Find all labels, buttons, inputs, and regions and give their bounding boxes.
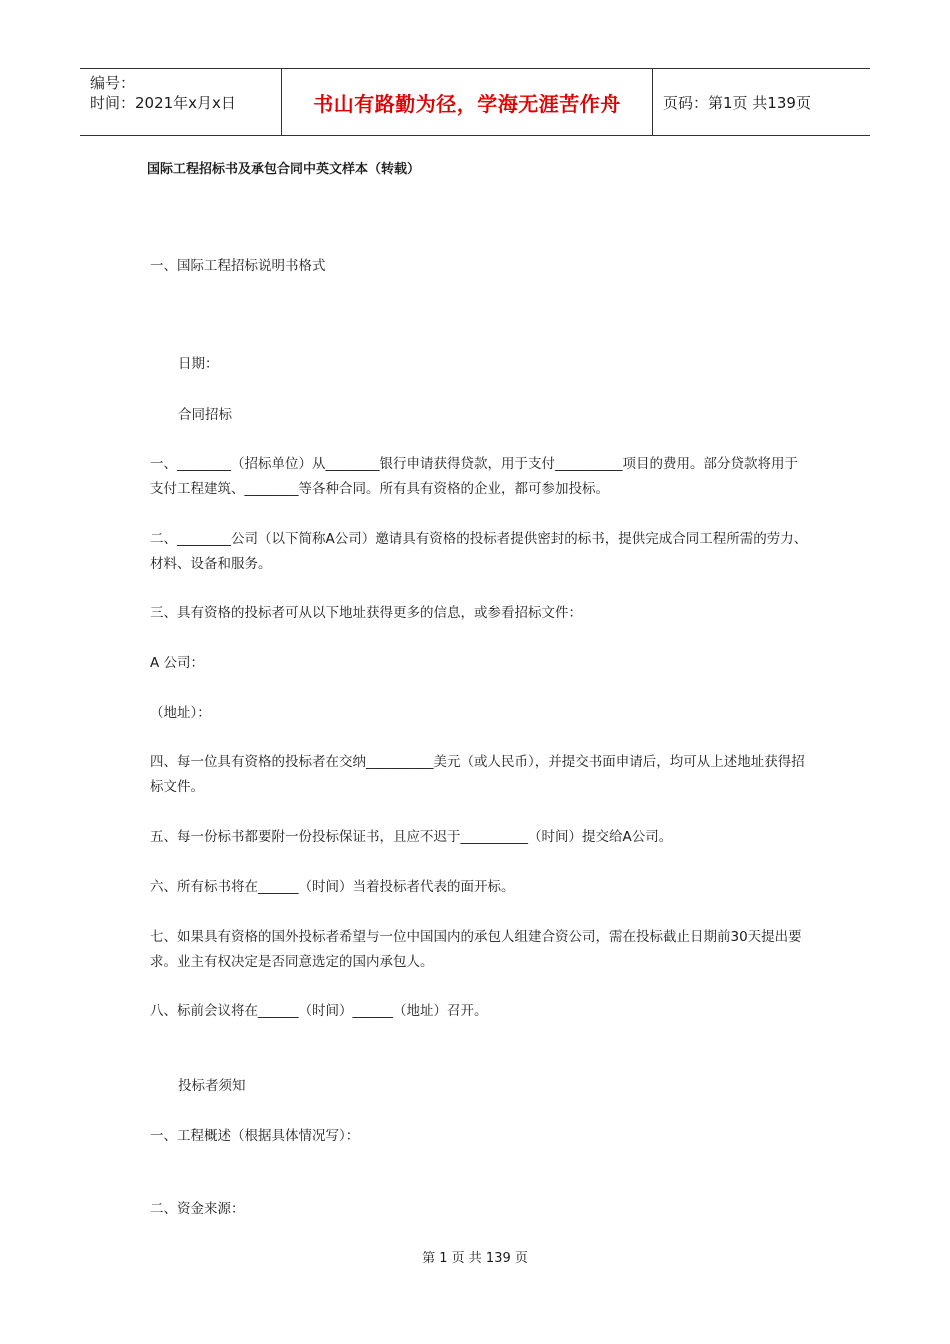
header-page-code: 页码：第1页 共139页	[663, 93, 811, 112]
page-header	[80, 68, 870, 136]
company-a-label: A 公司：	[150, 655, 205, 671]
paragraph-7: 七、如果具有资格的国外投标者希望与一位中国国内的承包人组建合资公司，需在投标截止日期前30天提出要求。业主有权决定是否同意选定的国内承包人。	[150, 929, 802, 970]
paragraph-4: 四、每一位具有资格的投标者在交纳__________美元（或人民币），并提交书面申请后，均可从上述地址获得招标文件。	[150, 754, 805, 795]
bidder-notice-heading: 投标者须知	[178, 1078, 246, 1094]
document-title: 国际工程招标书及承包合同中英文样本（转载）	[147, 162, 421, 177]
header-meta	[80, 69, 281, 135]
address-label: （地址）：	[150, 705, 211, 721]
notice-item-1: 一、工程概述（根据具体情况写）：	[150, 1128, 360, 1144]
paragraph-6: 六、所有标书将在______（时间）当着投标者代表的面开标。	[150, 879, 515, 895]
page-footer: 第 1 页 共 139 页	[422, 1251, 528, 1266]
document-date: 时间：2021年x月x日	[90, 94, 236, 112]
paragraph-2: 二、________公司（以下简称A公司）邀请具有资格的投标者提供密封的标书，提供完成合同工程所需的劳力、材料、设备和服务。	[150, 531, 808, 572]
header-motto: 书山有路勤为径，学海无涯苦作舟	[281, 69, 653, 135]
contract-tender-heading: 合同招标	[178, 407, 232, 423]
document-number-label: 编号：	[90, 74, 136, 92]
paragraph-8: 八、标前会议将在______（时间）______（地址）召开。	[150, 1003, 488, 1019]
notice-item-2: 二、资金来源：	[150, 1201, 245, 1217]
paragraph-3: 三、具有资格的投标者可从以下地址获得更多的信息，或参看招标文件：	[150, 605, 582, 621]
date-label: 日期：	[178, 356, 219, 372]
paragraph-5: 五、每一份标书都要附一份投标保证书，且应不迟于__________（时间）提交给A公司。	[150, 829, 673, 845]
section-heading-tender-format: 一、国际工程招标说明书格式	[150, 258, 326, 274]
paragraph-1: 一、________（招标单位）从________银行申请获得贷款，用于支付__________项目的费用。部分贷款将用于支付工程建筑、________等各种合同。所有具有资格的企业，都可参加投标。	[150, 456, 798, 497]
